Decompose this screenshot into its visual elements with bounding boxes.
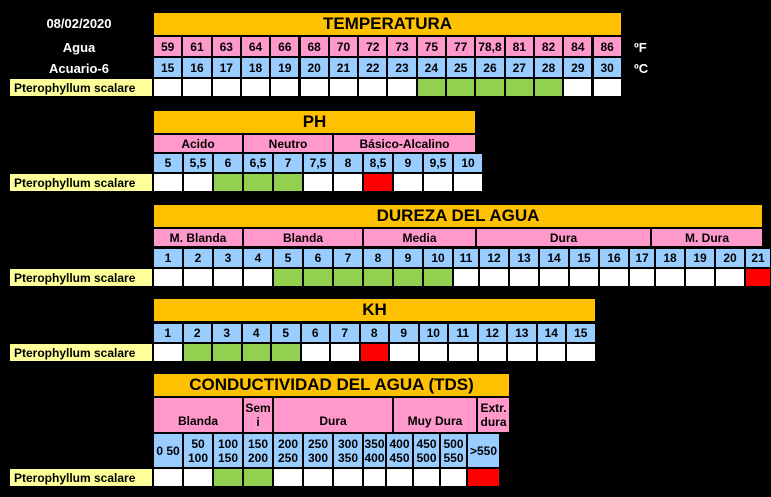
kh-status-cell-10	[419, 343, 449, 362]
species-label-kh: Pterophyllum scalare	[9, 343, 153, 362]
fahrenheit-unit: ºF	[634, 40, 647, 55]
kh-value-cell-10: 10	[419, 323, 449, 343]
kh-status-cell-1	[153, 343, 183, 362]
temp-status-cell-16	[593, 78, 622, 97]
tds-status-cell-8	[363, 468, 386, 487]
kh-value-cell-7: 7	[330, 323, 360, 343]
temp-c-cell-13: 27	[505, 57, 534, 78]
tds-value-cell-8: 350 400	[363, 433, 386, 468]
hardness-status-cell-4	[243, 268, 273, 287]
tds-status-cell-12	[467, 468, 500, 487]
tds-group-very-hard: Muy Dura	[393, 397, 477, 433]
tds-status-cell-7	[333, 468, 363, 487]
hardness-group-very-hard: M. Dura	[651, 228, 763, 247]
temp-f-cell-3: 63	[212, 36, 241, 57]
tds-status-cell-5	[273, 468, 303, 487]
hardness-value-cell-2: 2	[183, 248, 213, 268]
tds-group-hard: Dura	[273, 397, 393, 433]
temp-status-cell-4	[241, 78, 270, 97]
temp-f-cell-6: 68	[300, 36, 329, 57]
tds-group-semi: Sem i	[243, 397, 273, 433]
hardness-value-cell-19: 19	[685, 248, 715, 268]
hardness-value-cell-3: 3	[213, 248, 243, 268]
hardness-title: DUREZA DEL AGUA	[153, 204, 763, 228]
tds-value-cell-7: 300 350	[333, 433, 363, 468]
ph-group-alkaline: Básico-Alcalino	[333, 134, 476, 153]
ph-value-cell-9: 9	[393, 153, 423, 173]
kh-value-cell-1: 1	[153, 323, 183, 343]
hardness-status-cell-2	[183, 268, 213, 287]
hardness-status-cell-12	[479, 268, 509, 287]
temp-f-cell-16: 86	[593, 36, 622, 57]
ph-status-cell-10	[423, 173, 453, 192]
temp-f-cell-15: 84	[563, 36, 592, 57]
temp-f-cell-14: 82	[534, 36, 563, 57]
temperature-title: TEMPERATURA	[153, 12, 622, 36]
hardness-status-cell-21	[745, 268, 771, 287]
temp-status-cell-10	[417, 78, 446, 97]
temp-c-cell-5: 19	[270, 57, 299, 78]
hardness-status-cell-3	[213, 268, 243, 287]
hardness-value-cell-18: 18	[655, 248, 685, 268]
temp-status-cell-14	[534, 78, 563, 97]
hardness-value-cell-15: 15	[569, 248, 599, 268]
temp-f-cell-11: 77	[446, 36, 475, 57]
hardness-value-cell-8: 8	[363, 248, 393, 268]
kh-value-cell-13: 13	[507, 323, 537, 343]
kh-status-cell-11	[448, 343, 478, 362]
ph-value-cell-6: 7,5	[303, 153, 333, 173]
kh-value-cell-14: 14	[537, 323, 567, 343]
hardness-value-cell-14: 14	[539, 248, 569, 268]
kh-value-cell-12: 12	[478, 323, 508, 343]
ph-value-cell-4: 6,5	[243, 153, 273, 173]
hardness-status-cell-14	[539, 268, 569, 287]
tds-status-cell-1	[153, 468, 183, 487]
hardness-status-cell-8	[363, 268, 393, 287]
temp-c-cell-15: 29	[563, 57, 592, 78]
hardness-status-cell-17	[629, 268, 655, 287]
kh-status-cell-12	[478, 343, 508, 362]
temp-f-cell-4: 64	[241, 36, 270, 57]
kh-title: KH	[153, 298, 596, 322]
temp-status-cell-5	[270, 78, 299, 97]
celsius-unit: ºC	[634, 61, 649, 76]
tds-value-cell-12: >550	[467, 433, 500, 468]
tds-value-cell-11: 500 550	[440, 433, 467, 468]
kh-status-cell-9	[389, 343, 419, 362]
tds-value-cell-5: 200 250	[273, 433, 303, 468]
hardness-status-cell-9	[393, 268, 423, 287]
hardness-status-cell-7	[333, 268, 363, 287]
hardness-value-cell-16: 16	[599, 248, 629, 268]
tds-value-cell-4: 150 200	[243, 433, 273, 468]
ph-value-cell-7: 8	[333, 153, 363, 173]
tds-value-cell-9: 400 450	[386, 433, 413, 468]
temp-f-cell-12: 78,8	[475, 36, 504, 57]
temp-f-cell-1: 59	[153, 36, 182, 57]
temp-status-cell-15	[563, 78, 592, 97]
hardness-status-cell-19	[685, 268, 715, 287]
temp-c-cell-14: 28	[534, 57, 563, 78]
tds-value-cell-6: 250 300	[303, 433, 333, 468]
kh-status-cell-4	[242, 343, 272, 362]
species-label-temperature: Pterophyllum scalare	[9, 78, 153, 97]
temp-c-cell-11: 25	[446, 57, 475, 78]
ph-status-cell-2	[183, 173, 213, 192]
kh-value-cell-5: 5	[271, 323, 301, 343]
tds-status-cell-6	[303, 468, 333, 487]
tds-group-soft: Blanda	[153, 397, 243, 433]
kh-status-cell-8	[360, 343, 390, 362]
tds-value-cell-2: 50 100	[183, 433, 213, 468]
hardness-status-cell-18	[655, 268, 685, 287]
ph-group-acid: Acido	[153, 134, 243, 153]
hardness-status-cell-6	[303, 268, 333, 287]
kh-value-cell-4: 4	[242, 323, 272, 343]
hardness-value-cell-6: 6	[303, 248, 333, 268]
ph-status-cell-7	[333, 173, 363, 192]
hardness-value-cell-1: 1	[153, 248, 183, 268]
ph-value-cell-2: 5,5	[183, 153, 213, 173]
hardness-group-medium: Media	[363, 228, 476, 247]
ph-group-neutral: Neutro	[243, 134, 333, 153]
tds-status-cell-3	[213, 468, 243, 487]
ph-status-cell-9	[393, 173, 423, 192]
tds-value-cell-1: 0 50	[153, 433, 183, 468]
species-label-hardness: Pterophyllum scalare	[9, 268, 153, 287]
hardness-status-cell-20	[715, 268, 745, 287]
temp-c-cell-6: 20	[300, 57, 329, 78]
tds-value-cell-10: 450 500	[413, 433, 440, 468]
kh-value-cell-8: 8	[360, 323, 390, 343]
hardness-status-cell-11	[453, 268, 479, 287]
kh-status-cell-15	[566, 343, 596, 362]
hardness-value-cell-11: 11	[453, 248, 479, 268]
kh-status-cell-3	[212, 343, 242, 362]
hardness-status-cell-15	[569, 268, 599, 287]
hardness-status-cell-16	[599, 268, 629, 287]
ph-status-cell-6	[303, 173, 333, 192]
hardness-value-cell-21: 21	[745, 248, 771, 268]
hardness-status-cell-1	[153, 268, 183, 287]
hardness-value-cell-12: 12	[479, 248, 509, 268]
kh-status-cell-6	[301, 343, 331, 362]
kh-value-cell-9: 9	[389, 323, 419, 343]
ph-status-cell-3	[213, 173, 243, 192]
temp-status-cell-2	[182, 78, 211, 97]
kh-value-cell-2: 2	[183, 323, 213, 343]
temp-f-cell-9: 73	[387, 36, 416, 57]
ph-value-cell-5: 7	[273, 153, 303, 173]
ph-value-cell-11: 10	[453, 153, 483, 173]
temp-c-cell-16: 30	[593, 57, 622, 78]
hardness-value-cell-5: 5	[273, 248, 303, 268]
temp-f-cell-7: 70	[329, 36, 358, 57]
hardness-value-cell-7: 7	[333, 248, 363, 268]
kh-status-cell-5	[271, 343, 301, 362]
ph-value-cell-10: 9,5	[423, 153, 453, 173]
temp-f-cell-10: 75	[417, 36, 446, 57]
date-label: 08/02/2020	[46, 16, 112, 31]
tds-status-cell-2	[183, 468, 213, 487]
ph-title: PH	[153, 110, 476, 134]
water-label: Agua	[62, 40, 96, 55]
kh-value-cell-15: 15	[566, 323, 596, 343]
hardness-value-cell-9: 9	[393, 248, 423, 268]
kh-status-cell-13	[507, 343, 537, 362]
temp-c-cell-9: 23	[387, 57, 416, 78]
temp-c-cell-12: 26	[475, 57, 504, 78]
temp-status-cell-1	[153, 78, 182, 97]
hardness-value-cell-17: 17	[629, 248, 655, 268]
tds-value-cell-3: 100 150	[213, 433, 243, 468]
hardness-group-hard: Dura	[476, 228, 651, 247]
temp-status-cell-6	[300, 78, 329, 97]
kh-status-cell-2	[183, 343, 213, 362]
hardness-value-cell-4: 4	[243, 248, 273, 268]
hardness-group-soft: Blanda	[243, 228, 363, 247]
temp-status-cell-7	[329, 78, 358, 97]
hardness-value-cell-13: 13	[509, 248, 539, 268]
temp-status-cell-13	[505, 78, 534, 97]
species-label-tds: Pterophyllum scalare	[9, 468, 153, 487]
ph-value-cell-1: 5	[153, 153, 183, 173]
tds-status-cell-10	[413, 468, 440, 487]
ph-value-cell-3: 6	[213, 153, 243, 173]
kh-status-cell-14	[537, 343, 567, 362]
hardness-value-cell-20: 20	[715, 248, 745, 268]
kh-value-cell-11: 11	[448, 323, 478, 343]
temp-c-cell-7: 21	[329, 57, 358, 78]
tds-status-cell-4	[243, 468, 273, 487]
temp-f-cell-2: 61	[182, 36, 211, 57]
hardness-status-cell-10	[423, 268, 453, 287]
kh-value-cell-6: 6	[301, 323, 331, 343]
temp-c-cell-8: 22	[358, 57, 387, 78]
ph-status-cell-8	[363, 173, 393, 192]
temp-c-cell-2: 16	[182, 57, 211, 78]
temp-f-cell-8: 72	[358, 36, 387, 57]
ph-status-cell-4	[243, 173, 273, 192]
temp-c-cell-1: 15	[153, 57, 182, 78]
species-label-ph: Pterophyllum scalare	[9, 173, 153, 192]
temp-c-cell-10: 24	[417, 57, 446, 78]
temp-c-cell-4: 18	[241, 57, 270, 78]
ph-status-cell-5	[273, 173, 303, 192]
temp-status-cell-9	[387, 78, 416, 97]
temp-f-cell-13: 81	[505, 36, 534, 57]
ph-status-cell-1	[153, 173, 183, 192]
aquarium-label: Acuario-6	[49, 61, 109, 76]
ph-status-cell-11	[453, 173, 483, 192]
temp-status-cell-3	[212, 78, 241, 97]
ph-value-cell-8: 8,5	[363, 153, 393, 173]
kh-value-cell-3: 3	[212, 323, 242, 343]
tds-title: CONDUCTIVIDAD DEL AGUA (TDS)	[153, 373, 510, 397]
temp-status-cell-8	[358, 78, 387, 97]
temp-status-cell-12	[475, 78, 504, 97]
hardness-group-very-soft: M. Blanda	[153, 228, 243, 247]
temp-status-cell-11	[446, 78, 475, 97]
hardness-value-cell-10: 10	[423, 248, 453, 268]
temp-f-cell-5: 66	[270, 36, 299, 57]
temp-c-cell-3: 17	[212, 57, 241, 78]
tds-status-cell-11	[440, 468, 467, 487]
kh-status-cell-7	[330, 343, 360, 362]
hardness-status-cell-13	[509, 268, 539, 287]
hardness-status-cell-5	[273, 268, 303, 287]
tds-group-extra-hard: Extr. dura	[477, 397, 510, 433]
tds-status-cell-9	[386, 468, 413, 487]
